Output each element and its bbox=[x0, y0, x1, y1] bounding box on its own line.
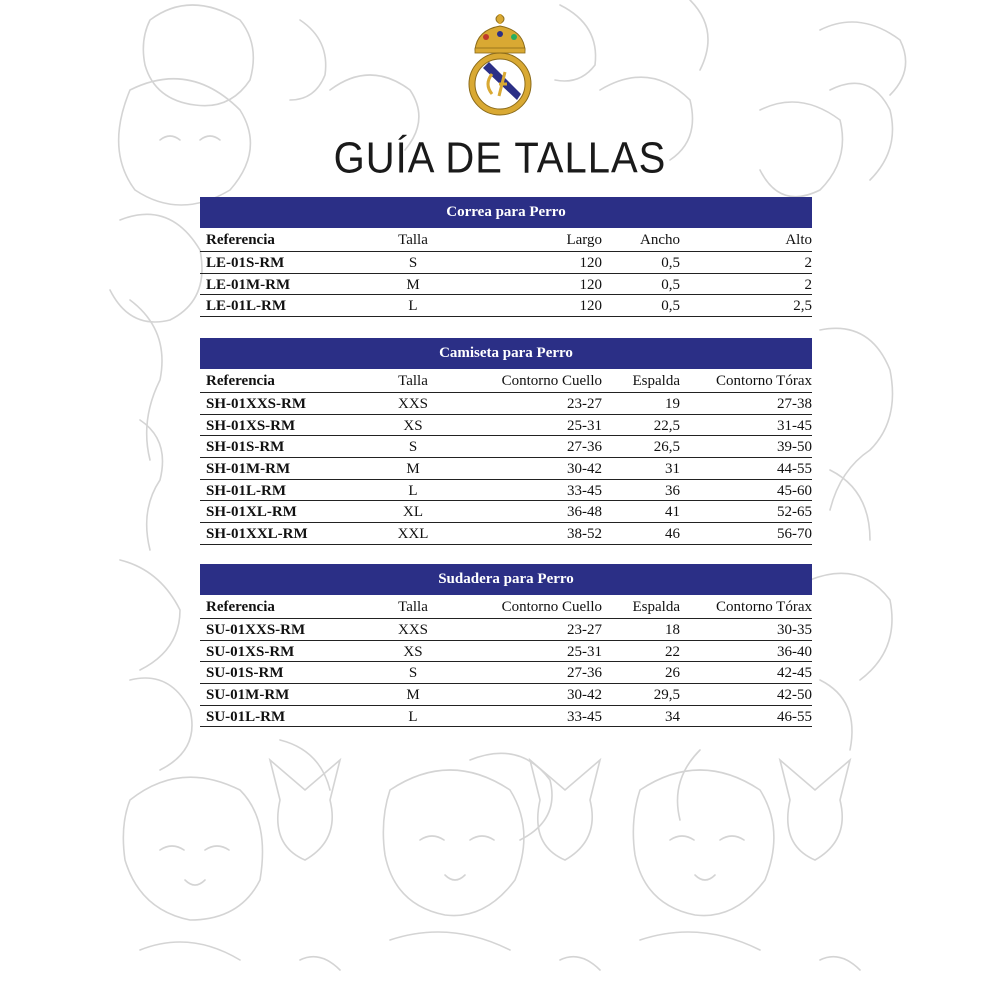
table-cell: 45-60 bbox=[777, 482, 812, 499]
table-cell: SU-01XS-RM bbox=[206, 643, 295, 660]
table-cell: 22,5 bbox=[653, 417, 680, 434]
table-cell: 30-42 bbox=[567, 687, 602, 704]
table-cell: 34 bbox=[665, 708, 680, 725]
table-cell: 2,5 bbox=[793, 298, 812, 315]
table-row bbox=[200, 641, 812, 663]
table-row bbox=[200, 480, 812, 502]
column-header: Espalda bbox=[632, 373, 680, 389]
column-header: Alto bbox=[785, 232, 812, 248]
table-row bbox=[200, 501, 812, 523]
table-cell: XS bbox=[403, 643, 423, 660]
table-cell: LE-01S-RM bbox=[206, 255, 285, 271]
column-header: Talla bbox=[398, 599, 428, 615]
table-cell: 36-40 bbox=[777, 643, 812, 660]
table-column-headers bbox=[200, 228, 812, 252]
table-cell: 2 bbox=[804, 255, 812, 271]
table-cell: 52-65 bbox=[777, 504, 812, 521]
sweatshirt-size-table bbox=[200, 564, 812, 727]
table-cell: XXS bbox=[397, 396, 428, 412]
table-cell: M bbox=[406, 276, 420, 293]
table-cell: 27-36 bbox=[567, 439, 602, 456]
table-cell: SH-01L-RM bbox=[206, 482, 286, 499]
table-title: Sudadera para Perro bbox=[200, 564, 812, 595]
column-header: Contorno Cuello bbox=[501, 373, 602, 389]
table-cell: SH-01XXS-RM bbox=[206, 396, 306, 412]
table-column-headers bbox=[200, 595, 812, 619]
page-title: GUÍA DE TALLAS bbox=[333, 133, 667, 183]
table-cell: S bbox=[408, 255, 418, 271]
table-cell: XXS bbox=[397, 622, 428, 638]
table-cell: 44-55 bbox=[777, 461, 812, 478]
table-cell: 120 bbox=[579, 276, 602, 293]
table-cell: 27-38 bbox=[777, 396, 812, 412]
table-cell: 120 bbox=[579, 255, 602, 271]
table-cell: L bbox=[408, 708, 418, 725]
table-cell: S bbox=[408, 439, 418, 456]
table-cell: 2 bbox=[804, 276, 812, 293]
column-header: Contorno Cuello bbox=[501, 599, 602, 615]
table-cell: 42-45 bbox=[777, 665, 812, 682]
table-cell: 38-52 bbox=[567, 526, 602, 543]
table-cell: SH-01M-RM bbox=[206, 461, 291, 478]
table-row bbox=[200, 684, 812, 706]
table-cell: 26,5 bbox=[653, 439, 680, 456]
table-row bbox=[200, 523, 812, 545]
table-column-headers bbox=[200, 369, 812, 393]
table-cell: 31 bbox=[665, 461, 680, 478]
table-cell: 33-45 bbox=[567, 708, 602, 725]
table-row bbox=[200, 706, 812, 728]
table-cell: 23-27 bbox=[567, 396, 602, 412]
table-cell: 46-55 bbox=[777, 708, 812, 725]
column-header: Espalda bbox=[632, 599, 680, 615]
table-row bbox=[200, 619, 812, 641]
table-cell: XS bbox=[403, 417, 423, 434]
table-cell: XL bbox=[403, 504, 423, 521]
table-cell: SH-01XS-RM bbox=[206, 417, 296, 434]
table-cell: 19 bbox=[665, 396, 680, 412]
table-row bbox=[200, 458, 812, 480]
table-cell: 36-48 bbox=[567, 504, 602, 521]
table-cell: LE-01L-RM bbox=[206, 298, 286, 315]
table-title: Camiseta para Perro bbox=[200, 338, 812, 369]
table-cell: XXL bbox=[397, 526, 429, 543]
table-cell: SH-01S-RM bbox=[206, 439, 285, 456]
table-cell: 23-27 bbox=[567, 622, 602, 638]
table-row bbox=[200, 252, 812, 274]
column-header: Referencia bbox=[206, 599, 275, 615]
table-row bbox=[200, 662, 812, 684]
table-title: Correa para Perro bbox=[200, 197, 812, 228]
table-cell: 25-31 bbox=[567, 417, 602, 434]
table-cell: SU-01L-RM bbox=[206, 708, 286, 725]
table-cell: 30-42 bbox=[567, 461, 602, 478]
table-cell: M bbox=[406, 461, 420, 478]
table-cell: 25-31 bbox=[567, 643, 602, 660]
column-header: Referencia bbox=[206, 373, 275, 389]
table-cell: 26 bbox=[665, 665, 680, 682]
table-row bbox=[200, 393, 812, 415]
table-cell: L bbox=[408, 482, 418, 499]
column-header: Talla bbox=[398, 232, 428, 248]
table-cell: 56-70 bbox=[777, 526, 812, 543]
column-header: Largo bbox=[566, 232, 602, 248]
table-cell: S bbox=[408, 665, 418, 682]
column-header: Contorno Tórax bbox=[716, 599, 812, 615]
table-cell: SU-01S-RM bbox=[206, 665, 284, 682]
table-cell: M bbox=[406, 687, 420, 704]
table-cell: 30-35 bbox=[777, 622, 812, 638]
real-madrid-crest-logo bbox=[461, 10, 539, 118]
table-cell: SH-01XXL-RM bbox=[206, 526, 308, 543]
table-cell: 36 bbox=[665, 482, 680, 499]
table-cell: 42-50 bbox=[777, 687, 812, 704]
table-row bbox=[200, 415, 812, 437]
table-cell: SU-01XXS-RM bbox=[206, 622, 306, 638]
table-cell: LE-01M-RM bbox=[206, 276, 291, 293]
column-header: Talla bbox=[398, 373, 428, 389]
table-cell: L bbox=[408, 298, 418, 315]
table-row bbox=[200, 274, 812, 296]
table-cell: 18 bbox=[665, 622, 680, 638]
table-cell: 33-45 bbox=[567, 482, 602, 499]
table-cell: 0,5 bbox=[661, 276, 680, 293]
table-cell: 0,5 bbox=[661, 255, 680, 271]
column-header: Ancho bbox=[640, 232, 680, 248]
table-cell: 27-36 bbox=[567, 665, 602, 682]
table-cell: 41 bbox=[665, 504, 680, 521]
table-cell: 39-50 bbox=[777, 439, 812, 456]
column-header: Referencia bbox=[206, 232, 275, 248]
table-cell: 46 bbox=[665, 526, 680, 543]
table-cell: SH-01XL-RM bbox=[206, 504, 297, 521]
leash-size-table bbox=[200, 197, 812, 317]
table-row bbox=[200, 436, 812, 458]
table-cell: 31-45 bbox=[777, 417, 812, 434]
table-cell: SU-01M-RM bbox=[206, 687, 290, 704]
tshirt-size-table bbox=[200, 338, 812, 545]
table-cell: 0,5 bbox=[661, 298, 680, 315]
table-cell: 29,5 bbox=[653, 687, 680, 704]
column-header: Contorno Tórax bbox=[716, 373, 812, 389]
table-cell: 22 bbox=[665, 643, 680, 660]
table-cell: 120 bbox=[579, 298, 602, 315]
table-row bbox=[200, 295, 812, 317]
